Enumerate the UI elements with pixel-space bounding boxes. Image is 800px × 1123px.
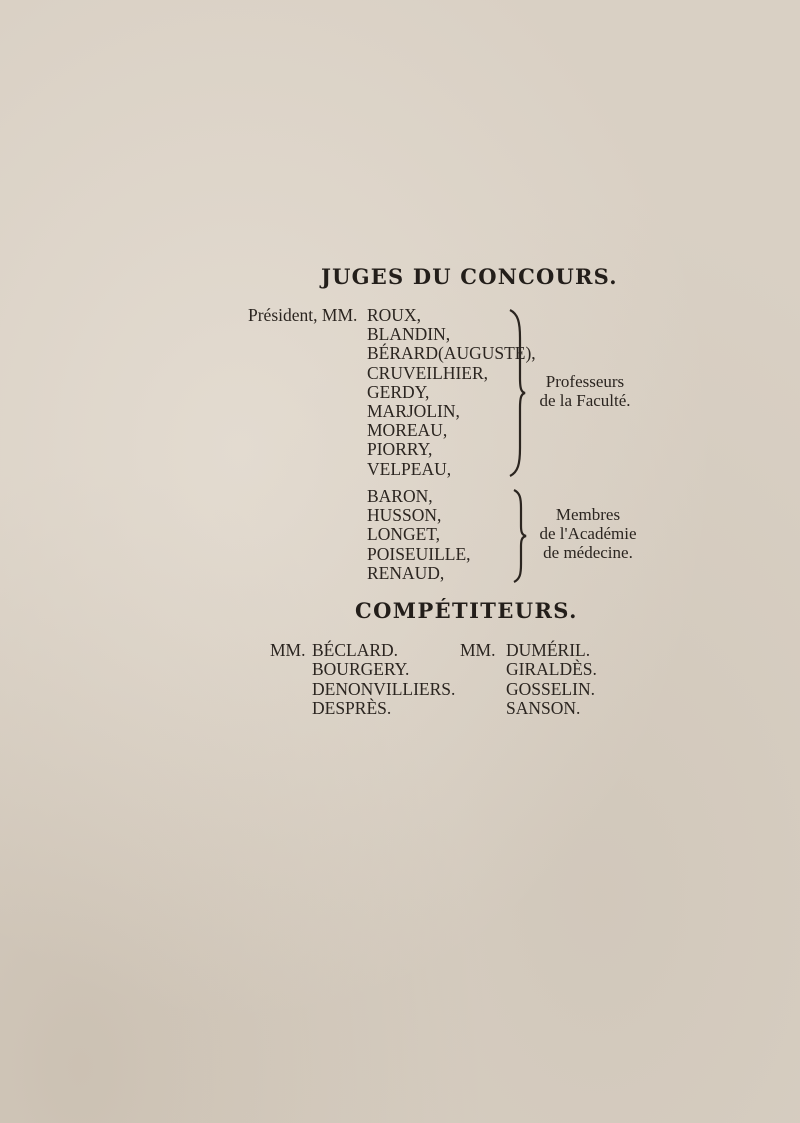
competitor-name: SANSON. xyxy=(506,697,581,718)
competitor-name: GOSSELIN. xyxy=(506,678,595,699)
judge-name: BARON, xyxy=(367,486,433,506)
competitor-name: BÉCLARD. xyxy=(312,640,399,660)
judge-name: PIORRY, xyxy=(367,439,433,460)
judge-name: BLANDIN, xyxy=(367,324,451,345)
competitor-name: BOURGERY. xyxy=(312,659,410,680)
competitor-name: DUMÉRIL. xyxy=(506,640,591,660)
president-label: Président, MM. xyxy=(248,305,358,325)
competiteurs-heading: COMPÉTITEURS. xyxy=(355,598,578,623)
academie-label-line: Membres xyxy=(555,505,621,524)
academie-label-line: de médecine. xyxy=(543,543,633,562)
competiteurs-right-prefix: MM. xyxy=(460,640,496,660)
judge-name: VELPEAU, xyxy=(367,458,452,479)
competiteurs-right-list xyxy=(506,641,597,718)
professeurs-brace xyxy=(506,308,526,478)
academie-group-label xyxy=(528,505,648,562)
academie-brace xyxy=(510,488,530,584)
academie-label-line: de l'Académie xyxy=(539,524,637,543)
judge-name: MARJOLIN, xyxy=(367,400,460,421)
judge-name: BÉRARD(AUGUSTE), xyxy=(367,343,536,364)
competiteurs-left-prefix: MM. xyxy=(270,640,306,660)
judge-name: ROUX, xyxy=(367,305,421,325)
judge-name: LONGET, xyxy=(367,524,441,545)
judge-name: POISEUILLE, xyxy=(367,543,471,564)
professeurs-label-line: Professeurs xyxy=(545,372,625,391)
judge-name: GERDY, xyxy=(367,381,430,402)
competitor-name: GIRALDÈS. xyxy=(506,659,597,680)
judge-name: CRUVEILHIER, xyxy=(367,362,489,383)
professeurs-group-label xyxy=(525,372,645,410)
judge-name: HUSSON, xyxy=(367,505,442,526)
competiteurs-left-list xyxy=(312,641,455,718)
judge-name: MOREAU, xyxy=(367,420,448,441)
academie-list xyxy=(367,487,471,583)
judge-name: RENAUD, xyxy=(367,562,445,583)
competitor-name: DESPRÈS. xyxy=(312,697,392,718)
juges-heading: JUGES DU CONCOURS. xyxy=(321,264,618,289)
professeurs-label-line: de la Faculté. xyxy=(539,391,631,410)
competitor-name: DENONVILLIERS. xyxy=(312,678,456,699)
